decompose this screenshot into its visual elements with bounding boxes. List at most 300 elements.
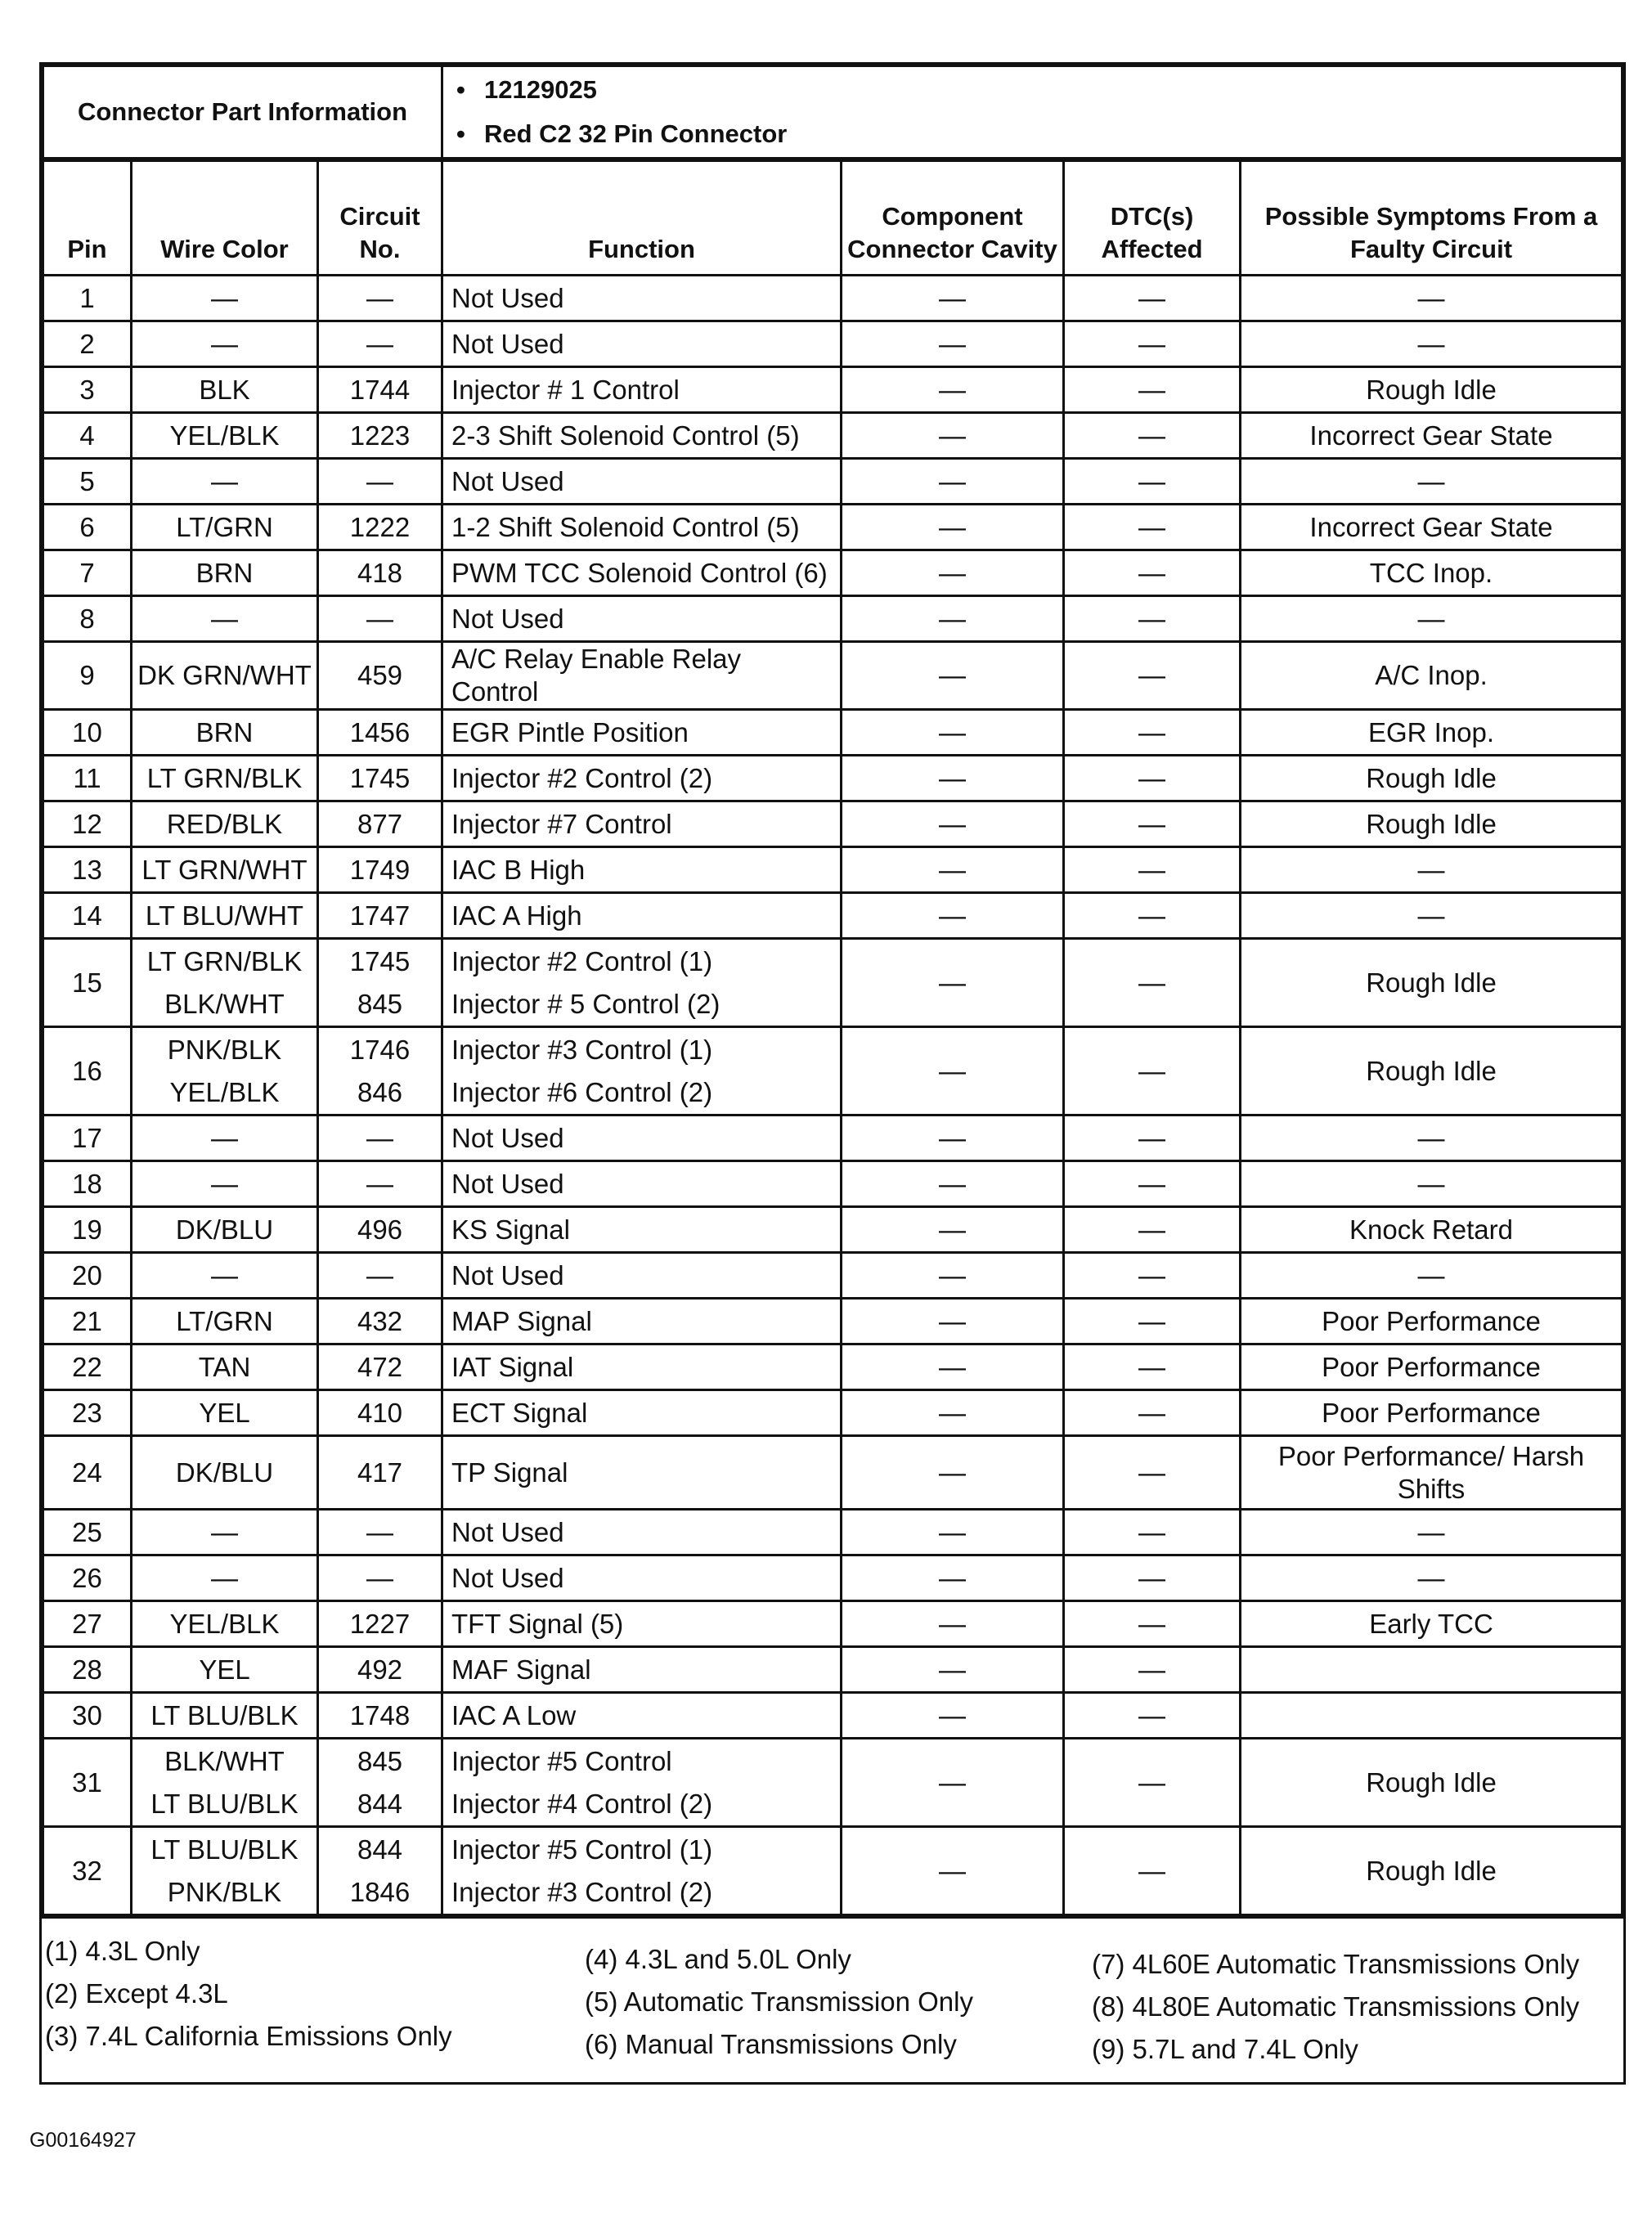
dtc-cell: — bbox=[1064, 413, 1241, 459]
component-cavity-cell: — bbox=[842, 1344, 1064, 1390]
function-cell-value: MAF Signal bbox=[451, 1654, 591, 1685]
wire-color-cell bbox=[132, 893, 318, 939]
pin-cell: 26 bbox=[43, 1555, 132, 1601]
function-cell bbox=[442, 596, 842, 642]
table-row bbox=[43, 1693, 1623, 1739]
component-cavity-cell: — bbox=[842, 1161, 1064, 1207]
table-row bbox=[43, 1827, 1623, 1915]
dtc-cell: — bbox=[1064, 1436, 1241, 1510]
component-cavity-cell: — bbox=[842, 801, 1064, 847]
dtc-cell: — bbox=[1064, 1555, 1241, 1601]
circuit-cell-value: 1745 bbox=[349, 945, 411, 976]
circuit-cell bbox=[318, 459, 442, 505]
dtc-cell: — bbox=[1064, 596, 1241, 642]
pin-cell: 1 bbox=[43, 276, 132, 321]
function-cell bbox=[442, 893, 842, 939]
circuit-cell bbox=[318, 1253, 442, 1299]
function-cell bbox=[442, 367, 842, 413]
wire-color-cell-value: BRN bbox=[195, 716, 254, 747]
circuit-cell-value: 1747 bbox=[349, 900, 411, 931]
component-cavity-cell: — bbox=[842, 1647, 1064, 1693]
connector-info-label: Connector Part Information bbox=[43, 66, 442, 159]
circuit-cell bbox=[318, 1693, 442, 1739]
pin-cell: 30 bbox=[43, 1693, 132, 1739]
footnote: (7) 4L60E Automatic Transmissions Only bbox=[1092, 1949, 1580, 1979]
footnote-column-3 bbox=[1092, 1943, 1579, 2071]
symptom-cell: A/C Inop. bbox=[1241, 642, 1623, 710]
table-row bbox=[43, 1253, 1623, 1299]
circuit-cell-value: — bbox=[366, 282, 393, 313]
symptom-cell: Knock Retard bbox=[1241, 1207, 1623, 1253]
component-cavity-cell: — bbox=[842, 550, 1064, 596]
function-cell-value: 1-2 Shift Solenoid Control (5) bbox=[451, 511, 800, 542]
footnote: (3) 7.4L California Emissions Only bbox=[45, 2021, 452, 2051]
component-cavity-cell: — bbox=[842, 847, 1064, 893]
circuit-cell-value: 1744 bbox=[349, 374, 411, 405]
table-row bbox=[43, 1390, 1623, 1436]
function-cell-value: Not Used bbox=[451, 1562, 564, 1593]
wire-color-cell bbox=[132, 1693, 318, 1739]
wire-color-cell bbox=[132, 1299, 318, 1344]
table-row bbox=[43, 276, 1623, 321]
pin-cell: 28 bbox=[43, 1647, 132, 1693]
function-cell-value: Not Used bbox=[451, 465, 564, 496]
symptom-cell: EGR Inop. bbox=[1241, 710, 1623, 756]
wire-color-cell-value: — bbox=[211, 465, 238, 496]
component-cavity-cell: — bbox=[842, 367, 1064, 413]
component-cavity-cell: — bbox=[842, 710, 1064, 756]
figure-id: G00164927 bbox=[29, 2129, 137, 2152]
circuit-cell-value: 1745 bbox=[349, 762, 411, 793]
wire-color-cell bbox=[132, 1739, 318, 1827]
wire-color-cell bbox=[132, 801, 318, 847]
table-row bbox=[43, 367, 1623, 413]
symptom-cell: Rough Idle bbox=[1241, 1827, 1623, 1915]
function-cell bbox=[442, 321, 842, 367]
component-cavity-cell: — bbox=[842, 893, 1064, 939]
table-row bbox=[43, 550, 1623, 596]
table-row bbox=[43, 710, 1623, 756]
component-cavity-cell: — bbox=[842, 1027, 1064, 1115]
component-cavity-cell: — bbox=[842, 276, 1064, 321]
table-row bbox=[43, 939, 1623, 1027]
pin-cell: 13 bbox=[43, 847, 132, 893]
symptom-cell: — bbox=[1241, 1555, 1623, 1601]
pin-cell: 11 bbox=[43, 756, 132, 801]
wire-color-cell bbox=[132, 596, 318, 642]
footnote: (9) 5.7L and 7.4L Only bbox=[1092, 2034, 1358, 2064]
table-row bbox=[43, 321, 1623, 367]
function-cell bbox=[442, 801, 842, 847]
wire-color-cell bbox=[132, 1390, 318, 1436]
wire-color-cell bbox=[132, 642, 318, 710]
function-cell-value: Not Used bbox=[451, 1168, 564, 1199]
pin-cell: 6 bbox=[43, 505, 132, 550]
wire-color-cell-value: DK GRN/WHT bbox=[137, 660, 312, 690]
table-row bbox=[43, 847, 1623, 893]
function-cell-value: PWM TCC Solenoid Control (6) bbox=[451, 557, 828, 588]
dtc-cell: — bbox=[1064, 893, 1241, 939]
wire-color-cell bbox=[132, 413, 318, 459]
function-cell bbox=[442, 1390, 842, 1436]
wire-color-cell bbox=[132, 1555, 318, 1601]
table-row bbox=[43, 1647, 1623, 1693]
pinout-body bbox=[43, 276, 1623, 1915]
circuit-cell bbox=[318, 413, 442, 459]
wire-color-cell-value: DK/BLU bbox=[175, 1214, 274, 1245]
table-row bbox=[43, 1344, 1623, 1390]
function-cell bbox=[442, 1115, 842, 1161]
circuit-cell-value: 417 bbox=[357, 1457, 403, 1488]
function-cell-value: Not Used bbox=[451, 603, 564, 634]
function-cell bbox=[442, 1647, 842, 1693]
connector-pinout-sheet bbox=[39, 62, 1626, 2085]
footnote: (1) 4.3L Only bbox=[45, 1936, 200, 1966]
function-cell-value: TFT Signal (5) bbox=[451, 1608, 624, 1639]
circuit-cell-value: 496 bbox=[357, 1214, 403, 1245]
circuit-cell-value: — bbox=[366, 603, 393, 634]
table-row bbox=[43, 1299, 1623, 1344]
component-cavity-cell: — bbox=[842, 1207, 1064, 1253]
component-cavity-cell: — bbox=[842, 756, 1064, 801]
circuit-cell bbox=[318, 893, 442, 939]
circuit-cell bbox=[318, 367, 442, 413]
circuit-cell bbox=[318, 1299, 442, 1344]
table-row bbox=[43, 1115, 1623, 1161]
symptom-cell: Rough Idle bbox=[1241, 367, 1623, 413]
table-row bbox=[43, 1510, 1623, 1555]
function-cell-value: IAC A High bbox=[451, 900, 582, 931]
function-cell-value: Not Used bbox=[451, 1516, 564, 1547]
footnote: (5) Automatic Transmission Only bbox=[585, 1986, 973, 2017]
table-row bbox=[43, 801, 1623, 847]
pinout-header-row bbox=[43, 161, 1623, 276]
header-circuit-no: Circuit No. bbox=[318, 161, 442, 276]
dtc-cell: — bbox=[1064, 1647, 1241, 1693]
circuit-cell bbox=[318, 1436, 442, 1510]
function-cell bbox=[442, 756, 842, 801]
dtc-cell: — bbox=[1064, 1344, 1241, 1390]
function-cell bbox=[442, 1601, 842, 1647]
dtc-cell: — bbox=[1064, 1693, 1241, 1739]
wire-color-cell-value: LT BLU/BLK bbox=[150, 1834, 299, 1865]
table-row bbox=[43, 596, 1623, 642]
function-cell-value: Injector #5 Control bbox=[451, 1745, 672, 1776]
symptom-cell: Poor Performance/ Harsh Shifts bbox=[1241, 1436, 1623, 1510]
wire-color-cell bbox=[132, 1115, 318, 1161]
wire-color-cell-value: — bbox=[211, 282, 238, 313]
wire-color-cell bbox=[132, 459, 318, 505]
wire-color-cell bbox=[132, 847, 318, 893]
function-cell-value: IAC A Low bbox=[451, 1699, 577, 1730]
pin-cell: 25 bbox=[43, 1510, 132, 1555]
function-cell-value: Injector #5 Control (1) bbox=[451, 1834, 713, 1865]
function-cell-value: IAC B High bbox=[451, 854, 586, 885]
pin-cell: 17 bbox=[43, 1115, 132, 1161]
wire-color-cell-value: LT BLU/BLK bbox=[150, 1699, 299, 1730]
function-cell bbox=[442, 1436, 842, 1510]
symptom-cell: — bbox=[1241, 1115, 1623, 1161]
symptom-cell: Poor Performance bbox=[1241, 1299, 1623, 1344]
wire-color-cell bbox=[132, 321, 318, 367]
circuit-cell-value: 845 bbox=[357, 1745, 403, 1776]
component-cavity-cell: — bbox=[842, 1436, 1064, 1510]
symptom-cell: Incorrect Gear State bbox=[1241, 413, 1623, 459]
circuit-cell-value: 1749 bbox=[349, 854, 411, 885]
symptom-cell: TCC Inop. bbox=[1241, 550, 1623, 596]
function-cell-value: Not Used bbox=[451, 1259, 564, 1291]
wire-color-cell bbox=[132, 1207, 318, 1253]
dtc-cell: — bbox=[1064, 756, 1241, 801]
wire-color-cell bbox=[132, 756, 318, 801]
circuit-cell bbox=[318, 321, 442, 367]
symptom-cell: Rough Idle bbox=[1241, 1739, 1623, 1827]
function-cell-value: ECT Signal bbox=[451, 1397, 588, 1428]
circuit-cell bbox=[318, 1344, 442, 1390]
wire-color-cell-value: DK/BLU bbox=[175, 1457, 274, 1488]
circuit-cell-value: 1456 bbox=[349, 716, 411, 747]
circuit-cell-value: 845 bbox=[357, 988, 403, 1019]
circuit-cell-value: 846 bbox=[357, 1076, 403, 1107]
symptom-cell: — bbox=[1241, 1161, 1623, 1207]
wire-color-cell-value: LT/GRN bbox=[176, 511, 273, 542]
symptom-cell: Rough Idle bbox=[1241, 756, 1623, 801]
wire-color-cell bbox=[132, 1253, 318, 1299]
pin-cell: 9 bbox=[43, 642, 132, 710]
pin-cell: 10 bbox=[43, 710, 132, 756]
component-cavity-cell: — bbox=[842, 596, 1064, 642]
dtc-cell: — bbox=[1064, 459, 1241, 505]
symptom-cell: — bbox=[1241, 893, 1623, 939]
table-row bbox=[43, 1739, 1623, 1827]
footnote-column-1 bbox=[45, 1930, 452, 2058]
dtc-cell: — bbox=[1064, 1739, 1241, 1827]
component-cavity-cell: — bbox=[842, 1253, 1064, 1299]
dtc-cell: — bbox=[1064, 939, 1241, 1027]
component-cavity-cell: — bbox=[842, 1299, 1064, 1344]
function-cell bbox=[442, 550, 842, 596]
circuit-cell bbox=[318, 1555, 442, 1601]
footnote: (6) Manual Transmissions Only bbox=[585, 2029, 957, 2059]
wire-color-cell-value: PNK/BLK bbox=[167, 1034, 282, 1065]
table-row bbox=[43, 459, 1623, 505]
dtc-cell: — bbox=[1064, 1027, 1241, 1115]
function-cell bbox=[442, 1739, 842, 1827]
circuit-cell bbox=[318, 550, 442, 596]
function-cell bbox=[442, 1510, 842, 1555]
table-row bbox=[43, 1161, 1623, 1207]
pin-cell: 2 bbox=[43, 321, 132, 367]
dtc-cell: — bbox=[1064, 801, 1241, 847]
wire-color-cell bbox=[132, 1344, 318, 1390]
component-cavity-cell: — bbox=[842, 505, 1064, 550]
circuit-cell bbox=[318, 1115, 442, 1161]
circuit-cell bbox=[318, 847, 442, 893]
circuit-cell-value: 1222 bbox=[349, 511, 411, 542]
circuit-cell bbox=[318, 1739, 442, 1827]
pin-cell: 3 bbox=[43, 367, 132, 413]
function-cell-value: Injector # 1 Control bbox=[451, 374, 680, 405]
function-cell bbox=[442, 505, 842, 550]
symptom-cell: — bbox=[1241, 1253, 1623, 1299]
symptom-cell bbox=[1241, 1693, 1623, 1739]
circuit-cell-value: — bbox=[366, 328, 393, 359]
symptom-cell: Rough Idle bbox=[1241, 939, 1623, 1027]
wire-color-cell-value: YEL bbox=[199, 1397, 250, 1428]
component-cavity-cell: — bbox=[842, 1827, 1064, 1915]
wire-color-cell-value: — bbox=[211, 1562, 238, 1593]
wire-color-cell bbox=[132, 1601, 318, 1647]
function-cell bbox=[442, 1827, 842, 1915]
table-row bbox=[43, 893, 1623, 939]
circuit-cell bbox=[318, 505, 442, 550]
component-cavity-cell: — bbox=[842, 413, 1064, 459]
pin-cell: 19 bbox=[43, 1207, 132, 1253]
circuit-cell-value: — bbox=[366, 465, 393, 496]
circuit-cell-value: — bbox=[366, 1259, 393, 1291]
symptom-cell: Poor Performance bbox=[1241, 1390, 1623, 1436]
dtc-cell: — bbox=[1064, 1390, 1241, 1436]
dtc-cell: — bbox=[1064, 1827, 1241, 1915]
wire-color-cell-value: BLK bbox=[199, 374, 250, 405]
wire-color-cell-value: YEL/BLK bbox=[169, 1076, 280, 1107]
circuit-cell-value: 492 bbox=[357, 1654, 403, 1685]
wire-color-cell-value: LT BLU/WHT bbox=[145, 900, 304, 931]
wire-color-cell-value: RED/BLK bbox=[166, 808, 283, 839]
dtc-cell: — bbox=[1064, 1510, 1241, 1555]
table-row bbox=[43, 1436, 1623, 1510]
function-cell-value: Injector # 5 Control (2) bbox=[451, 988, 721, 1019]
circuit-cell bbox=[318, 1827, 442, 1915]
header-function: Function bbox=[442, 161, 842, 276]
table-row bbox=[43, 1207, 1623, 1253]
function-cell bbox=[442, 1344, 842, 1390]
wire-color-cell bbox=[132, 1647, 318, 1693]
pin-cell: 12 bbox=[43, 801, 132, 847]
header-dtc-affected: DTC(s) Affected bbox=[1064, 161, 1241, 276]
pin-cell: 23 bbox=[43, 1390, 132, 1436]
table-row bbox=[43, 1027, 1623, 1115]
footnote: (8) 4L80E Automatic Transmissions Only bbox=[1092, 1991, 1580, 2022]
function-cell-value: KS Signal bbox=[451, 1214, 570, 1245]
wire-color-cell bbox=[132, 710, 318, 756]
circuit-cell bbox=[318, 276, 442, 321]
table-row bbox=[43, 1555, 1623, 1601]
footnote-column-2 bbox=[585, 1938, 973, 2066]
dtc-cell: — bbox=[1064, 276, 1241, 321]
circuit-cell bbox=[318, 939, 442, 1027]
symptom-cell: Rough Idle bbox=[1241, 801, 1623, 847]
dtc-cell: — bbox=[1064, 642, 1241, 710]
circuit-cell bbox=[318, 1027, 442, 1115]
dtc-cell: — bbox=[1064, 1161, 1241, 1207]
wire-color-cell bbox=[132, 939, 318, 1027]
symptom-cell: Rough Idle bbox=[1241, 1027, 1623, 1115]
wire-color-cell-value: BLK/WHT bbox=[164, 988, 285, 1019]
symptom-cell: Early TCC bbox=[1241, 1601, 1623, 1647]
circuit-cell-value: 844 bbox=[357, 1834, 403, 1865]
wire-color-cell-value: LT GRN/WHT bbox=[141, 854, 308, 885]
wire-color-cell bbox=[132, 367, 318, 413]
wire-color-cell-value: BLK/WHT bbox=[164, 1745, 285, 1776]
function-cell-value: Injector #2 Control (2) bbox=[451, 762, 713, 793]
component-cavity-cell: — bbox=[842, 459, 1064, 505]
pin-cell: 21 bbox=[43, 1299, 132, 1344]
wire-color-cell bbox=[132, 1161, 318, 1207]
function-cell bbox=[442, 276, 842, 321]
dtc-cell: — bbox=[1064, 1207, 1241, 1253]
dtc-cell: — bbox=[1064, 1115, 1241, 1161]
connector-info-values bbox=[442, 66, 1623, 159]
function-cell bbox=[442, 1555, 842, 1601]
wire-color-cell-value: — bbox=[211, 1122, 238, 1153]
circuit-cell bbox=[318, 1601, 442, 1647]
function-cell bbox=[442, 1693, 842, 1739]
circuit-cell bbox=[318, 1647, 442, 1693]
function-cell-value: TP Signal bbox=[451, 1457, 568, 1488]
symptom-cell: — bbox=[1241, 276, 1623, 321]
function-cell-value: Injector #4 Control (2) bbox=[451, 1788, 713, 1819]
wire-color-cell-value: — bbox=[211, 603, 238, 634]
function-cell-value: IAT Signal bbox=[451, 1351, 574, 1382]
circuit-cell-value: 472 bbox=[357, 1351, 403, 1382]
component-cavity-cell: — bbox=[842, 1739, 1064, 1827]
circuit-cell bbox=[318, 1510, 442, 1555]
wire-color-cell-value: — bbox=[211, 1259, 238, 1291]
table-row bbox=[43, 642, 1623, 710]
pin-cell: 24 bbox=[43, 1436, 132, 1510]
header-wire-color: Wire Color bbox=[132, 161, 318, 276]
function-cell bbox=[442, 459, 842, 505]
symptom-cell: — bbox=[1241, 596, 1623, 642]
function-cell-value: Not Used bbox=[451, 328, 564, 359]
circuit-cell-value: 1846 bbox=[349, 1876, 411, 1907]
table-row bbox=[43, 756, 1623, 801]
wire-color-cell-value: PNK/BLK bbox=[167, 1876, 282, 1907]
footnote: (2) Except 4.3L bbox=[45, 1978, 228, 2009]
pin-cell: 16 bbox=[43, 1027, 132, 1115]
circuit-cell bbox=[318, 756, 442, 801]
connector-info-table bbox=[42, 65, 1623, 159]
wire-color-cell-value: — bbox=[211, 1168, 238, 1199]
function-cell bbox=[442, 710, 842, 756]
circuit-cell-value: — bbox=[366, 1168, 393, 1199]
circuit-cell-value: 1223 bbox=[349, 420, 411, 451]
component-cavity-cell: — bbox=[842, 642, 1064, 710]
function-cell bbox=[442, 1027, 842, 1115]
pin-cell: 20 bbox=[43, 1253, 132, 1299]
circuit-cell-value: 1746 bbox=[349, 1034, 411, 1065]
connector-part-number: • 12129025 bbox=[484, 68, 1620, 112]
component-cavity-cell: — bbox=[842, 1510, 1064, 1555]
symptom-cell: — bbox=[1241, 321, 1623, 367]
component-cavity-cell: — bbox=[842, 939, 1064, 1027]
function-cell-value: Injector #6 Control (2) bbox=[451, 1076, 713, 1107]
component-cavity-cell: — bbox=[842, 1601, 1064, 1647]
table-row bbox=[43, 505, 1623, 550]
function-cell-value: Injector #7 Control bbox=[451, 808, 672, 839]
wire-color-cell-value: — bbox=[211, 328, 238, 359]
circuit-cell bbox=[318, 710, 442, 756]
circuit-cell bbox=[318, 1161, 442, 1207]
function-cell bbox=[442, 642, 842, 710]
pin-cell: 7 bbox=[43, 550, 132, 596]
circuit-cell-value: 1748 bbox=[349, 1699, 411, 1730]
component-cavity-cell: — bbox=[842, 1115, 1064, 1161]
function-cell-value: Not Used bbox=[451, 282, 564, 313]
dtc-cell: — bbox=[1064, 847, 1241, 893]
symptom-cell: Incorrect Gear State bbox=[1241, 505, 1623, 550]
